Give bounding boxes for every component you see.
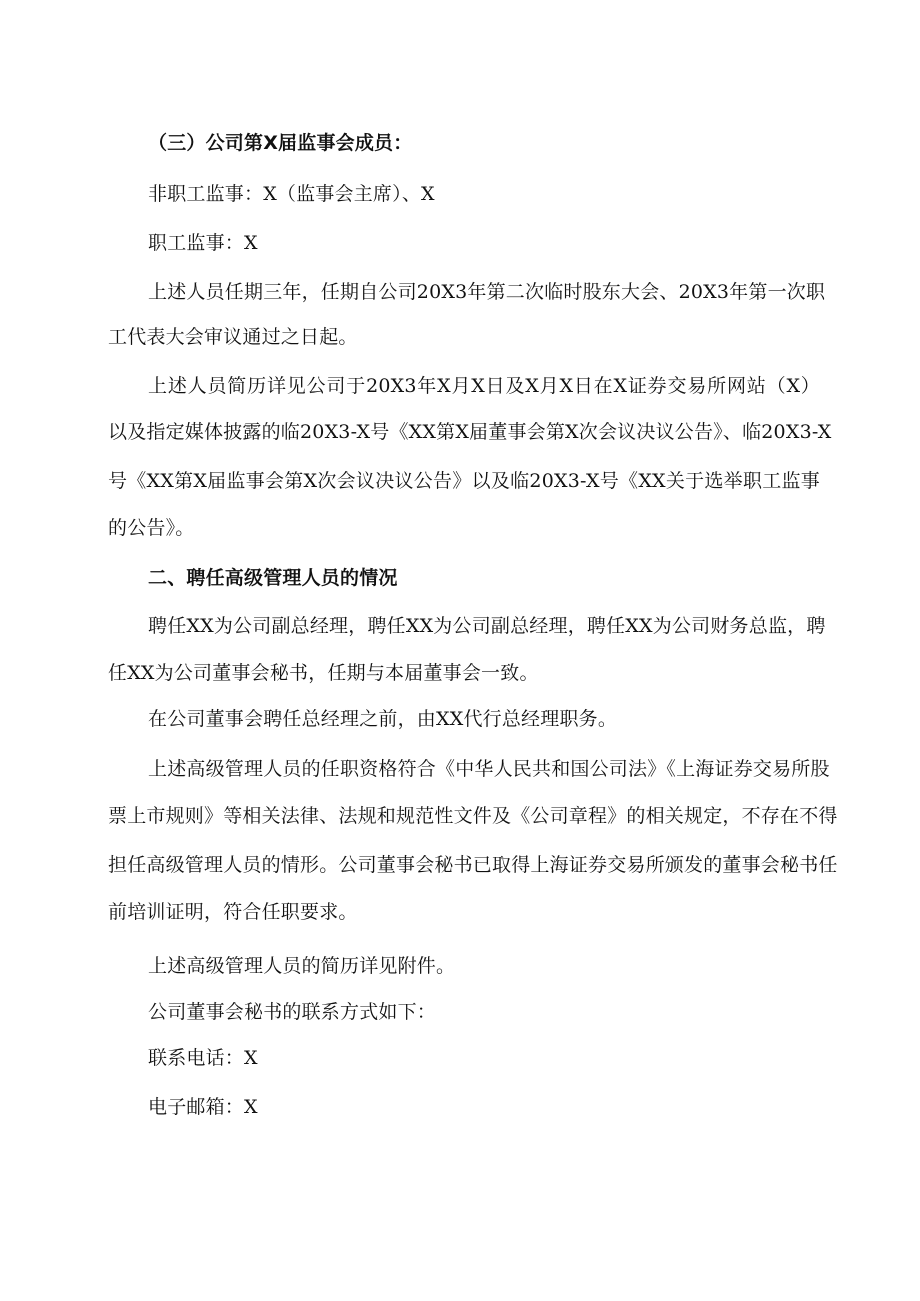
appoint-paragraph-line-1: 聘任XX为公司副总经理，聘任XX为公司副总经理，聘任XX为公司财务总监，聘	[148, 615, 826, 637]
qualification-paragraph-line-1: 上述高级管理人员的任职资格符合《中华人民共和国公司法》《上海证券交易所股	[148, 758, 830, 780]
resume-paragraph-line-1: 上述人员简历详见公司于20X3年X月X日及X月X日在X证券交易所网站（X）	[148, 375, 820, 397]
qualification-paragraph-line-3: 担任高级管理人员的情形。公司董事会秘书已取得上海证券交易所颁发的董事会秘书任	[108, 854, 838, 876]
appoint-paragraph-line-2: 任XX为公司董事会秘书，任期与本届董事会一致。	[108, 662, 539, 684]
non-employee-supervisors: 非职工监事：X（监事会主席）、X	[148, 183, 435, 205]
qualification-paragraph-line-2: 票上市规则》等相关法律、法规和规范性文件及《公司章程》的相关规定，不存在不得	[108, 805, 838, 827]
contact-email: 电子邮箱：X	[148, 1096, 258, 1118]
resume-paragraph-line-3: 号《XX第X届监事会第X次会议决议公告》以及临20X3-X号《XX关于选举职工监事	[108, 470, 820, 492]
section-three-heading: （三）公司第X届监事会成员：	[148, 132, 413, 154]
term-paragraph-line-1: 上述人员任期三年，任期自公司20X3年第二次临时股东大会、20X3年第一次职	[148, 281, 826, 303]
resume-paragraph-line-2: 以及指定媒体披露的临20X3-X号《XX第X届董事会第X次会议决议公告》、临20X3-X	[108, 421, 832, 443]
acting-manager-statement: 在公司董事会聘任总经理之前，由XX代行总经理职务。	[148, 708, 618, 730]
section-two-heading: 二、聘任高级管理人员的情况	[148, 567, 398, 589]
contact-phone: 联系电话：X	[148, 1047, 258, 1069]
resume-note: 上述高级管理人员的简历详见附件。	[148, 955, 456, 977]
employee-supervisor: 职工监事：X	[148, 232, 258, 254]
contact-intro: 公司董事会秘书的联系方式如下：	[148, 1001, 437, 1023]
qualification-paragraph-line-4: 前培训证明，符合任职要求。	[108, 901, 358, 923]
term-paragraph-line-2: 工代表大会审议通过之日起。	[108, 326, 358, 348]
resume-paragraph-line-4: 的公告》。	[108, 517, 195, 539]
